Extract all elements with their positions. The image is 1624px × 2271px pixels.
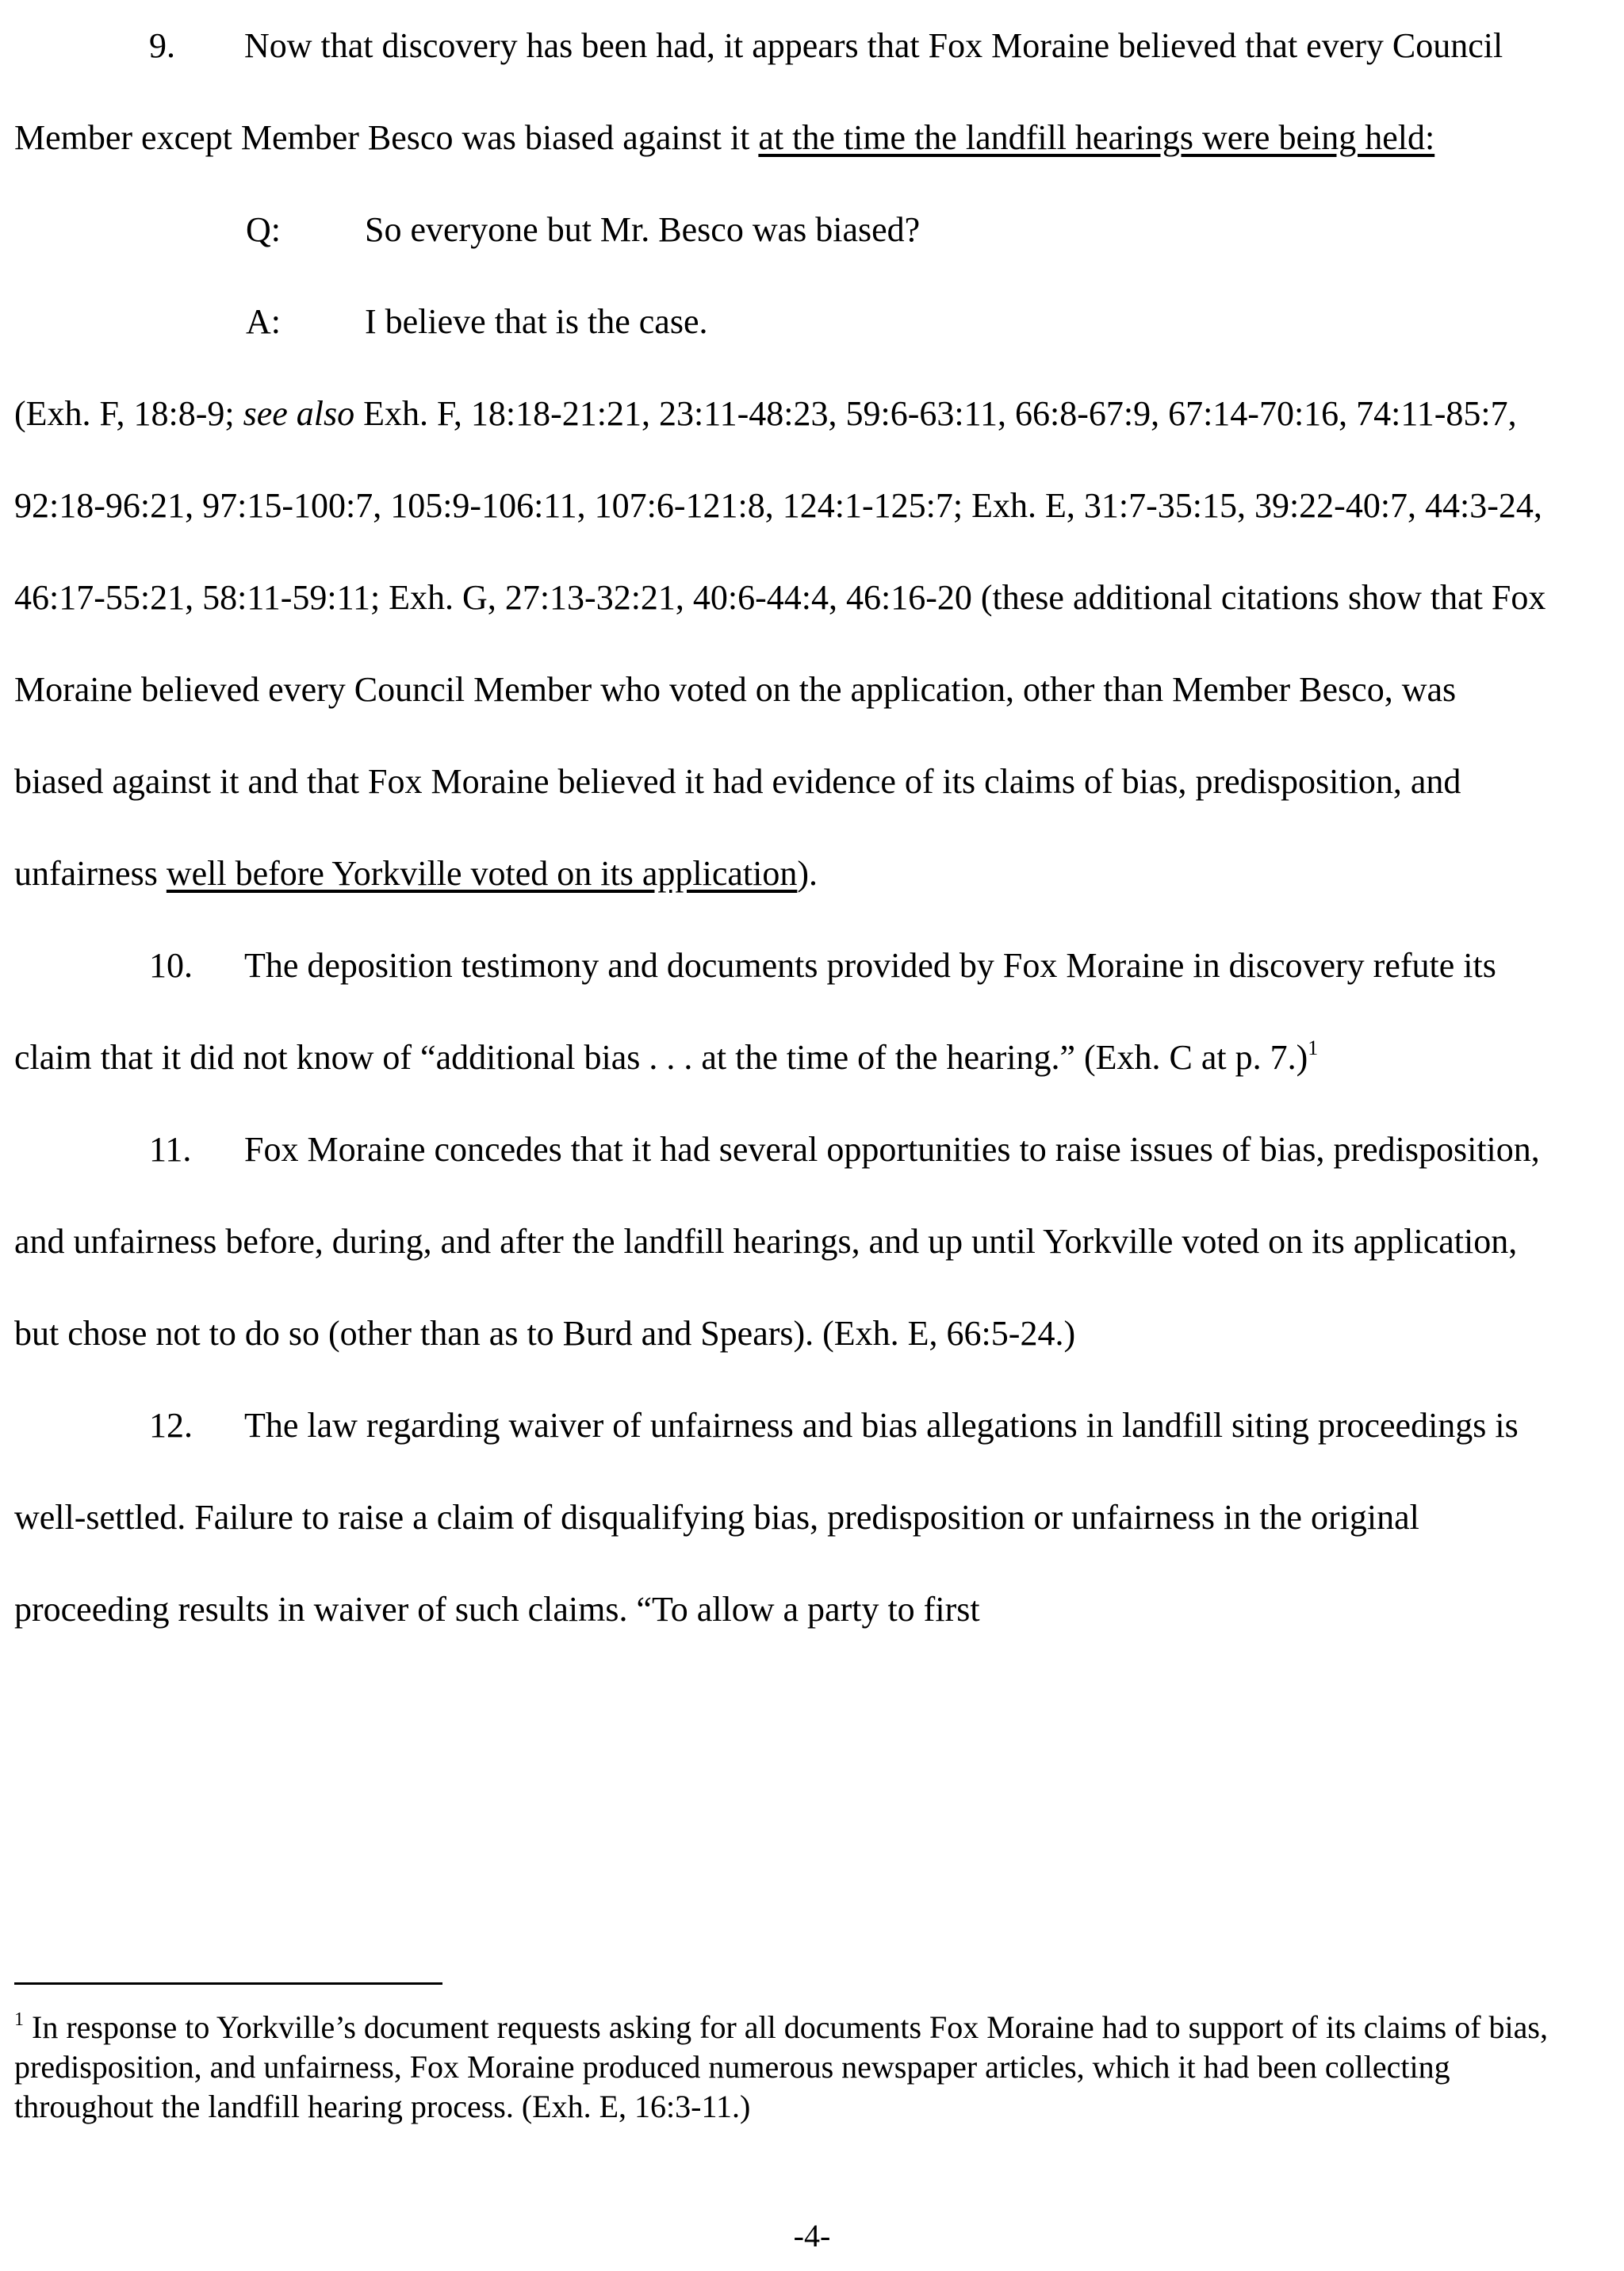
paragraph-number: 10. [149, 946, 193, 985]
citation-signal: see also [243, 394, 355, 433]
paragraph-number: 12. [149, 1406, 193, 1445]
underlined-text: well before Yorkville voted on its application [166, 854, 798, 893]
paragraph-text: Now that discovery has been had, it appears that Fox Moraine believed that every Council Member except Member Besco was biased against it [14, 26, 1503, 157]
footnote-marker: 1 [14, 2009, 24, 2030]
deposition-question [14, 184, 1553, 276]
footnote-text: In response to Yorkville’s document requests asking for all documents Fox Moraine had to support of its claims of bias, predisposition, and unfairness, Fox Moraine produced numerous newspaper articles, which it had been collecting throughout the landfill hearing process. (Exh. E, 16:3-11.) [14, 2009, 1548, 2124]
qa-label: Q: [246, 210, 281, 249]
paragraph-10 [14, 920, 1553, 1104]
citation-text: Exh. F, 18:18-21:21, 23:11-48:23, 59:6-63:11, 66:8-67:9, 67:14-70:16, 74:11-85:7, 92:18-96:21, 97:15-100:7, 105:9-106:11, 107:6-121:8, 124:1-125:7; Exh. E, 31:7-35:15, 39:22-40:7, 44:3-24, 46:17-55:21, 58:11-59:11; Exh. G, 27:13-32:21, 40:6-44:4, 46:16-20 (these additional citations show that Fox Moraine believed every Council Member who voted on the application, other than Member Besco, was biased against it and that Fox Moraine believed it had evidence of its claims of bias, predisposition, and unfairness [14, 394, 1546, 893]
paragraph-12 [14, 1380, 1553, 1656]
citation-block [14, 368, 1553, 920]
qa-text: So everyone but Mr. Besco was biased? [365, 210, 921, 249]
footnote-divider [14, 1982, 442, 1985]
body-text [14, 0, 1553, 1656]
qa-label: A: [246, 302, 281, 341]
citation-end: ). [797, 854, 818, 893]
underlined-text: at the time the landfill hearings were being held: [758, 118, 1435, 157]
paragraph-text: Fox Moraine concedes that it had several opportunities to raise issues of bias, predisposition, and unfairness before, during, and after the landfill hearings, and up until Yorkville voted on its application, but chose not to do so (other than as to Burd and Spears). (Exh. E, 66:5-24.) [14, 1130, 1540, 1353]
paragraph-9 [14, 0, 1553, 184]
footnote-reference[interactable]: 1 [1308, 1036, 1319, 1059]
paragraph-number: 11. [149, 1130, 192, 1169]
paragraph-text: The deposition testimony and documents provided by Fox Moraine in discovery refute its claim that it did not know of “additional bias . . . at the time of the hearing.” (Exh. C at p. 7.) [14, 946, 1496, 1077]
paragraph-11 [14, 1104, 1553, 1380]
page-number: -4- [793, 2218, 831, 2254]
deposition-answer [14, 276, 1553, 368]
footnote [14, 2008, 1561, 2127]
qa-text: I believe that is the case. [365, 302, 708, 341]
paragraph-number: 9. [149, 26, 175, 65]
paragraph-text: The law regarding waiver of unfairness and bias allegations in landfill siting proceedings is well-settled. Failure to raise a claim of disqualifying bias, predisposition or unfairness in the original proceeding results in waiver of such claims. “To allow a party to first [14, 1406, 1519, 1629]
citation-text: (Exh. F, 18:8-9; [14, 394, 243, 433]
